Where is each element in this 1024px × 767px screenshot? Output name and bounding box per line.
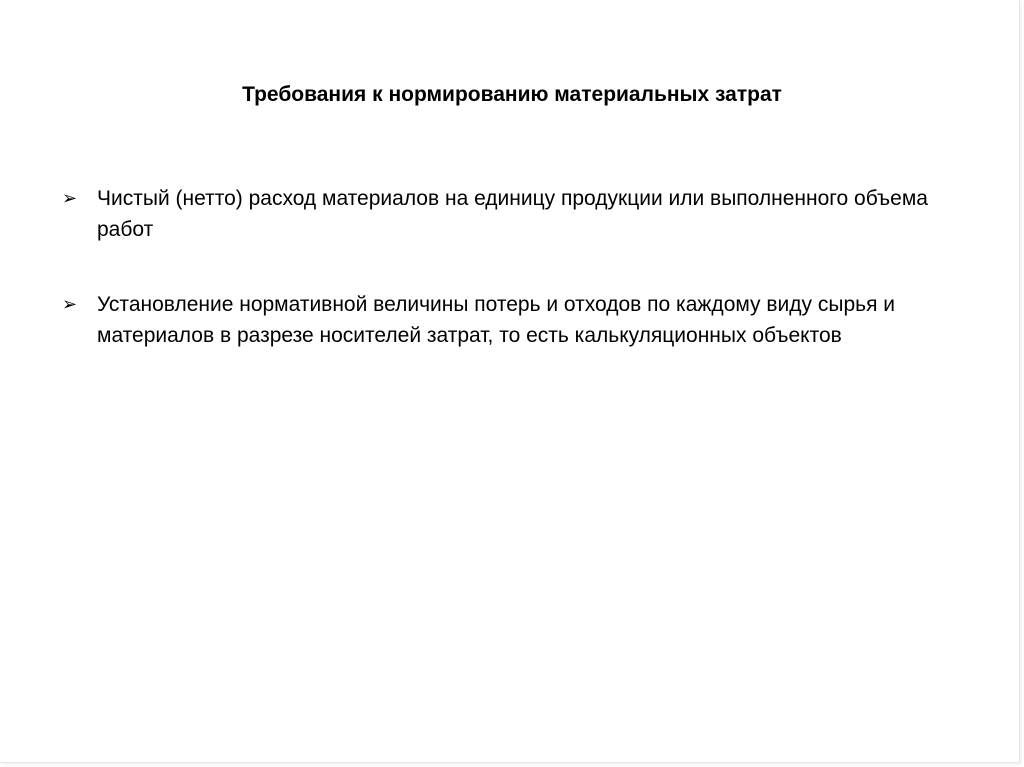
arrow-right-outline-icon: ➢: [62, 188, 78, 208]
arrow-right-outline-icon: ➢: [62, 294, 78, 314]
slide-title: Требования к нормированию материальных затрат: [242, 83, 782, 106]
bullet-item: [62, 289, 962, 351]
bullet-list: [62, 183, 962, 351]
bullet-text: Чистый (нетто) расход материалов на единицу продукции или выполненного объема работ: [97, 187, 928, 241]
bullet-text: Установление нормативной величины потерь и отходов по каждому виду сырья и материалов в разрезе носителей затрат, то есть калькуляционных объектов: [97, 293, 895, 347]
bullet-item: [62, 183, 962, 245]
